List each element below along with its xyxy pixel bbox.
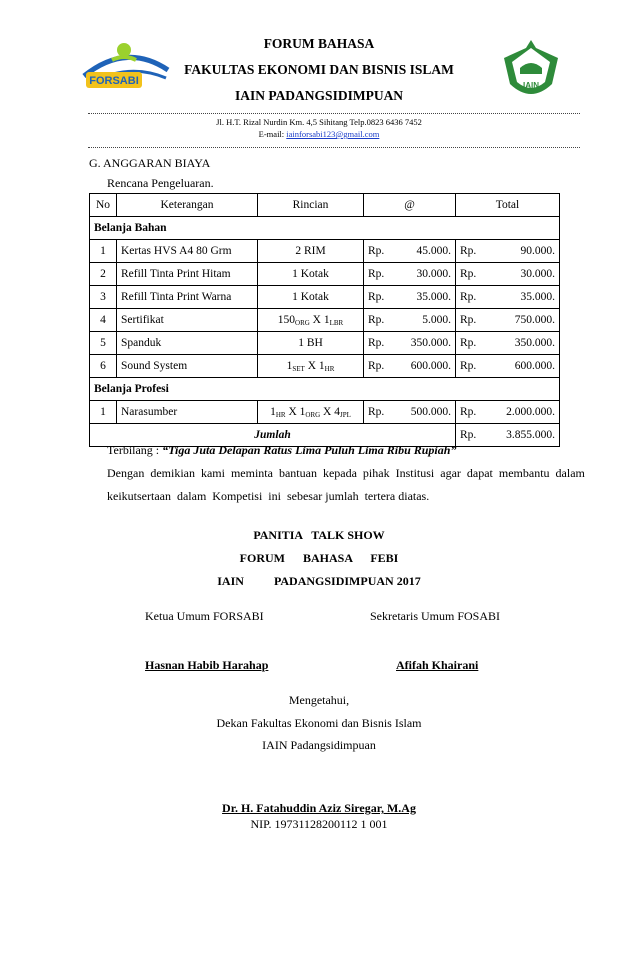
- signature-right-title: Sekretaris Umum FOSABI: [370, 609, 500, 623]
- approval-line3: IAIN Padangsidimpuan: [262, 738, 376, 752]
- row-no: 5: [90, 332, 117, 355]
- table-row: [90, 332, 560, 355]
- row-no: 3: [90, 286, 117, 309]
- row-rincian: 1 Kotak: [258, 263, 364, 286]
- header-keterangan: Keterangan: [117, 194, 258, 217]
- row-rp: Rp.: [456, 263, 486, 286]
- row-rp: Rp.: [456, 355, 486, 378]
- category-row: [90, 217, 560, 240]
- row-rp: Rp.: [364, 332, 394, 355]
- signature-right-name: Afifah Khairani: [396, 658, 479, 672]
- row-rincian: 1 BH: [258, 332, 364, 355]
- row-desc: Refill Tinta Print Warna: [117, 286, 258, 309]
- row-total: 600.000.: [486, 355, 560, 378]
- terbilang: [107, 443, 456, 458]
- table-header-row: [90, 194, 560, 217]
- section-subheading: Rencana Pengeluaran.: [107, 176, 214, 190]
- row-no: 2: [90, 263, 117, 286]
- row-rp: Rp.: [364, 355, 394, 378]
- table-row: [90, 263, 560, 286]
- panitia-line3: IAIN PADANGSIDIMPUAN 2017: [217, 574, 421, 588]
- row-total: 2.000.000.: [486, 401, 560, 424]
- header-total: Total: [456, 194, 560, 217]
- row-desc: Sertifikat: [117, 309, 258, 332]
- row-rp: Rp.: [364, 401, 394, 424]
- row-unit: 350.000.: [394, 332, 456, 355]
- row-rincian: 1 Kotak: [258, 286, 364, 309]
- row-desc: Refill Tinta Print Hitam: [117, 263, 258, 286]
- category-row: [90, 378, 560, 401]
- terbilang-label: Terbilang :: [107, 443, 163, 457]
- row-desc: Sound System: [117, 355, 258, 378]
- table-row: [90, 355, 560, 378]
- row-rincian: $150_{ORG}$ X $1_{LBR}$: [258, 309, 364, 332]
- row-rincian: $1_{SET}$ X $1_{HR}$: [258, 355, 364, 378]
- row-rincian: $1_{HR}$ X $1_{ORG}$ X $4_{JPL}$: [258, 401, 364, 424]
- row-rp: Rp.: [364, 240, 394, 263]
- letterhead-line1: FORUM BAHASA: [263, 36, 375, 51]
- row-rp: Rp.: [364, 263, 394, 286]
- row-rincian: 2 RIM: [258, 240, 364, 263]
- table-row: [90, 309, 560, 332]
- table-row: [90, 286, 560, 309]
- header-rincian: Rincian: [258, 194, 364, 217]
- row-rp: Rp.: [456, 240, 486, 263]
- signature-left-title: Ketua Umum FORSABI: [145, 609, 264, 623]
- row-desc: Narasumber: [117, 401, 258, 424]
- row-unit: 500.000.: [394, 401, 456, 424]
- jumlah-total: 3.855.000.: [486, 424, 560, 447]
- approval-name: Dr. H. Fatahuddin Aziz Siregar, M.Ag: [222, 801, 416, 815]
- row-unit: 600.000.: [394, 355, 456, 378]
- row-no: 1: [90, 240, 117, 263]
- row-total: 90.000.: [486, 240, 560, 263]
- approval-line2: Dekan Fakultas Ekonomi dan Bisnis Islam: [216, 716, 422, 730]
- table-row: [90, 240, 560, 263]
- terbilang-value: “Tiga Juta Delapan Ratus Lima Puluh Lima Ribu Rupiah”: [162, 443, 457, 457]
- row-no: 1: [90, 401, 117, 424]
- header-rule: [88, 113, 580, 114]
- row-unit: 5.000.: [394, 309, 456, 332]
- row-total: 30.000.: [486, 263, 560, 286]
- panitia-line2: FORUM BAHASA FEBI: [239, 551, 399, 565]
- address: Jl. H.T. Rizal Nurdin Km. 4,5 Sihitang Telp.0823 6436 7452: [216, 117, 422, 127]
- approval-line1: Mengetahui,: [288, 693, 350, 707]
- section-heading: G. ANGGARAN BIAYA: [89, 156, 211, 170]
- row-rp: Rp.: [456, 332, 486, 355]
- category-belanja-bahan: Belanja Bahan: [90, 217, 560, 240]
- paragraph-line2: keikutsertaan dalam Kompetisi ini sebesar jumlah tertera diatas.: [107, 489, 430, 503]
- approval-nip: NIP. 19731128200112 1 001: [250, 817, 388, 831]
- row-total: 35.000.: [486, 286, 560, 309]
- email-label: E-mail:: [258, 129, 287, 139]
- table-row: [90, 401, 560, 424]
- header-rule-bottom: [88, 147, 580, 148]
- row-rp: Rp.: [456, 401, 486, 424]
- letterhead-line2: FAKULTAS EKONOMI DAN BISNIS ISLAM: [184, 62, 454, 77]
- jumlah-rp: Rp.: [456, 424, 486, 447]
- row-rp: Rp.: [364, 286, 394, 309]
- row-desc: Kertas HVS A4 80 Grm: [117, 240, 258, 263]
- row-no: 4: [90, 309, 117, 332]
- logo-right-text: IAIN: [523, 81, 539, 90]
- budget-table: [89, 193, 560, 447]
- row-unit: 45.000.: [394, 240, 456, 263]
- header-at: @: [364, 194, 456, 217]
- paragraph-line1: Dengan demikian kami meminta bantuan kepada pihak Institusi agar dapat membantu dalam: [107, 466, 585, 480]
- row-no: 6: [90, 355, 117, 378]
- email-line: [0, 129, 638, 139]
- signature-left-name: Hasnan Habib Harahap: [145, 658, 269, 672]
- header-no: No: [90, 194, 117, 217]
- row-rp: Rp.: [456, 309, 486, 332]
- jumlah-label: Jumlah: [90, 424, 456, 447]
- row-desc: Spanduk: [117, 332, 258, 355]
- panitia-line1: PANITIA TALK SHOW: [253, 528, 385, 542]
- row-rp: Rp.: [364, 309, 394, 332]
- email-link[interactable]: iainforsabi123@gmail.com: [286, 129, 380, 139]
- logo-left-text: FORSABI: [89, 75, 139, 87]
- row-unit: 35.000.: [394, 286, 456, 309]
- row-rp: Rp.: [456, 286, 486, 309]
- row-total: 350.000.: [486, 332, 560, 355]
- row-unit: 30.000.: [394, 263, 456, 286]
- row-total: 750.000.: [486, 309, 560, 332]
- letterhead-line3: IAIN PADANGSIDIMPUAN: [234, 88, 404, 103]
- category-belanja-profesi: Belanja Profesi: [90, 378, 560, 401]
